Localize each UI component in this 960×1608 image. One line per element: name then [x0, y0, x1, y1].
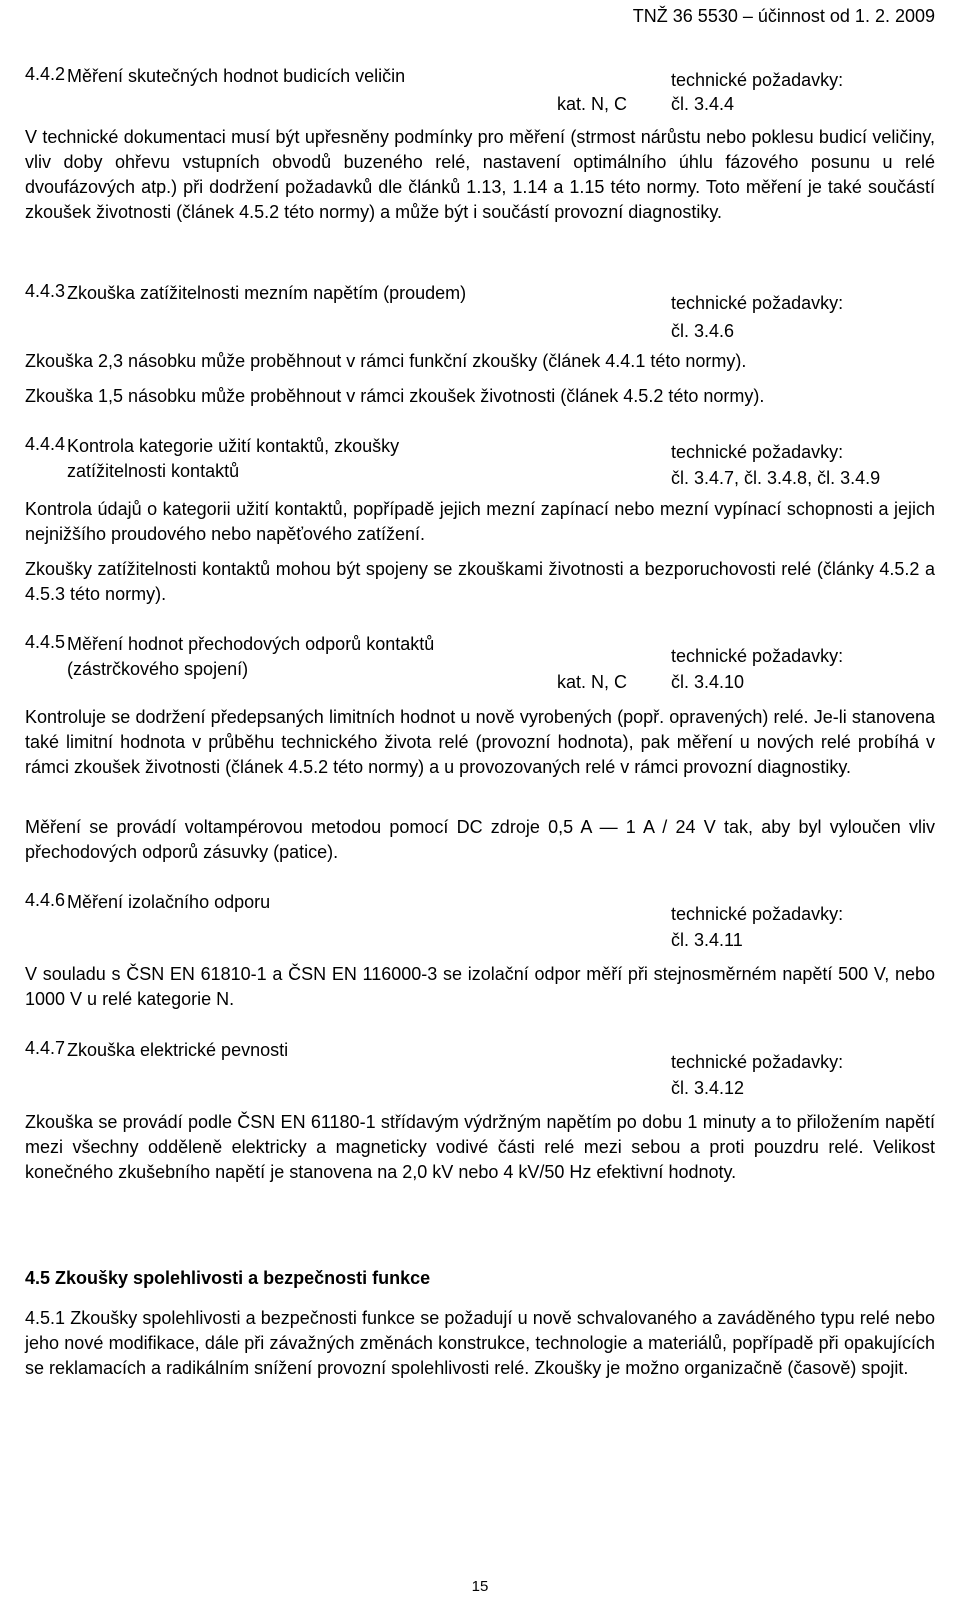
section-number: 4.4.7: [25, 1038, 66, 1058]
section-number: 4.4.2: [25, 64, 66, 84]
paragraph: Zkoušky zatížitelnosti kontaktů mohou být spojeny se zkouškami životnosti a bezporuchovosti relé (články 4.5.2 a 4.5.3 této normy).: [25, 559, 935, 604]
category-label: kat. N, C: [557, 94, 628, 114]
paragraph: Zkouška 1,5 násobku může proběhnout v rámci zkoušek životnosti (článek 4.5.2 této normy).: [25, 386, 765, 406]
requirements-ref: čl. 3.4.12: [671, 1078, 745, 1098]
section-text: Zkoušky spolehlivosti a bezpečnosti funkce se požadují u nově schvalovaného a zaváděného typu relé nebo jeho nové modifikace, dále při závažných změnách konstrukce, technologie a materiálů, popřípadě při opakujících se reklamacích a radikálním snížení provozní spolehlivosti relé. Zkoušky je možno organizačně (časově) spojit.: [25, 1308, 935, 1378]
requirements-label: technické požadavky:: [671, 1052, 844, 1072]
requirements-label: technické požadavky:: [671, 293, 844, 313]
section-title: Měření hodnot přechodových odporů kontaktů (zástrčkového spojení): [67, 634, 435, 679]
section-4-4-7: [25, 1038, 937, 1098]
section-number: 4.4.4: [25, 434, 66, 454]
paragraph: Měření se provádí voltampérovou metodou pomocí DC zdroje 0,5 A — 1 A / 24 V tak, aby byl vyloučen vliv přechodových odporů zásuvky (patice).: [25, 817, 935, 862]
paragraph: Zkouška se provádí podle ČSN EN 61180-1 střídavým výdržným napětím po dobu 1 minuty a to přiložením napětí mezi všechny odděleně elektricky a magneticky vodivé části relé mezi sebou a proti pouzdru relé. Velikost konečného zkušebního napětí je stanovena na 2,0 kV nebo 4 kV/50 Hz efektivní hodnoty.: [25, 1112, 935, 1182]
paragraph: V souladu s ČSN EN 61810-1 a ČSN EN 116000-3 se izolační odpor měří při stejnosměrném napětí 500 V, nebo 1000 V u relé kategorie N.: [25, 964, 935, 1009]
page-number: 15: [471, 1578, 489, 1595]
requirements-ref: čl. 3.4.4: [671, 94, 735, 114]
section-4-4-3: [25, 281, 937, 341]
section-4-5-1: [25, 1306, 935, 1381]
section-number: 4.4.5: [25, 632, 66, 652]
requirements-label: technické požadavky:: [671, 904, 844, 924]
section-number: 4.4.6: [25, 890, 66, 910]
page-header: TNŽ 36 5530 – účinnost od 1. 2. 2009: [632, 6, 935, 26]
category-label: kat. N, C: [557, 672, 628, 692]
requirements-ref: čl. 3.4.10: [671, 672, 745, 692]
requirements-label: technické požadavky:: [671, 646, 844, 666]
section-number: 4.5.1: [25, 1308, 66, 1328]
paragraph: V technické dokumentaci musí být upřesněny podmínky pro měření (strmost nárůstu nebo poklesu budicí veličiny, vliv doby ohřevu vstupních obvodů buzeného relé, nastavení optimálního úhlu fázového posunu u relé dvoufázových atp.) při dodržení požadavků dle článků 1.13, 1.14 a 1.15 této normy. Toto měření je také součástí zkoušek životnosti (článek 4.5.2 této normy) a může být i součástí provozní diagnostiky.: [25, 127, 935, 222]
section-4-4-2: [25, 64, 937, 124]
section-4-4-6: [25, 890, 937, 950]
requirements-label: technické požadavky:: [671, 442, 844, 462]
paragraph: Kontrola údajů o kategorii užití kontaktů, popřípadě jejich mezní zapínací nebo mezní vypínací schopnosti a jejich nejnižšího proudového nebo napěťového zatížení.: [25, 499, 935, 544]
requirements-label: technické požadavky:: [671, 70, 844, 90]
paragraph: Kontroluje se dodržení předepsaných limitních hodnot u nově vyrobených (popř. opravených) relé. Je-li stanovena také limitní hodnota v průběhu technického života relé (provozní hodnota), pak měření u nových relé probíhá v rámci zkoušek životnosti (článek 4.5.2 této normy) a u provozovaných relé v rámci provozní diagnostiky.: [25, 707, 935, 777]
requirements-ref: čl. 3.4.7, čl. 3.4.8, čl. 3.4.9: [671, 468, 881, 488]
section-title: Zkouška zatížitelnosti mezním napětím (proudem): [67, 283, 467, 303]
section-heading-4-5: 4.5 Zkoušky spolehlivosti a bezpečnosti funkce: [25, 1268, 431, 1288]
section-number: 4.4.3: [25, 281, 66, 301]
section-title: Zkouška elektrické pevnosti: [67, 1040, 289, 1060]
section-title: Měření izolačního odporu: [67, 892, 271, 912]
section-title: Měření skutečných hodnot budicích veličin: [67, 66, 406, 86]
section-title: Kontrola kategorie užití kontaktů, zkoušky zatížitelnosti kontaktů: [67, 436, 400, 481]
section-4-4-5: [25, 632, 937, 692]
paragraph: Zkouška 2,3 násobku může proběhnout v rámci funkční zkoušky (článek 4.4.1 této normy).: [25, 351, 747, 371]
requirements-ref: čl. 3.4.11: [671, 930, 743, 950]
section-4-4-4: [25, 434, 937, 494]
requirements-ref: čl. 3.4.6: [671, 321, 735, 341]
